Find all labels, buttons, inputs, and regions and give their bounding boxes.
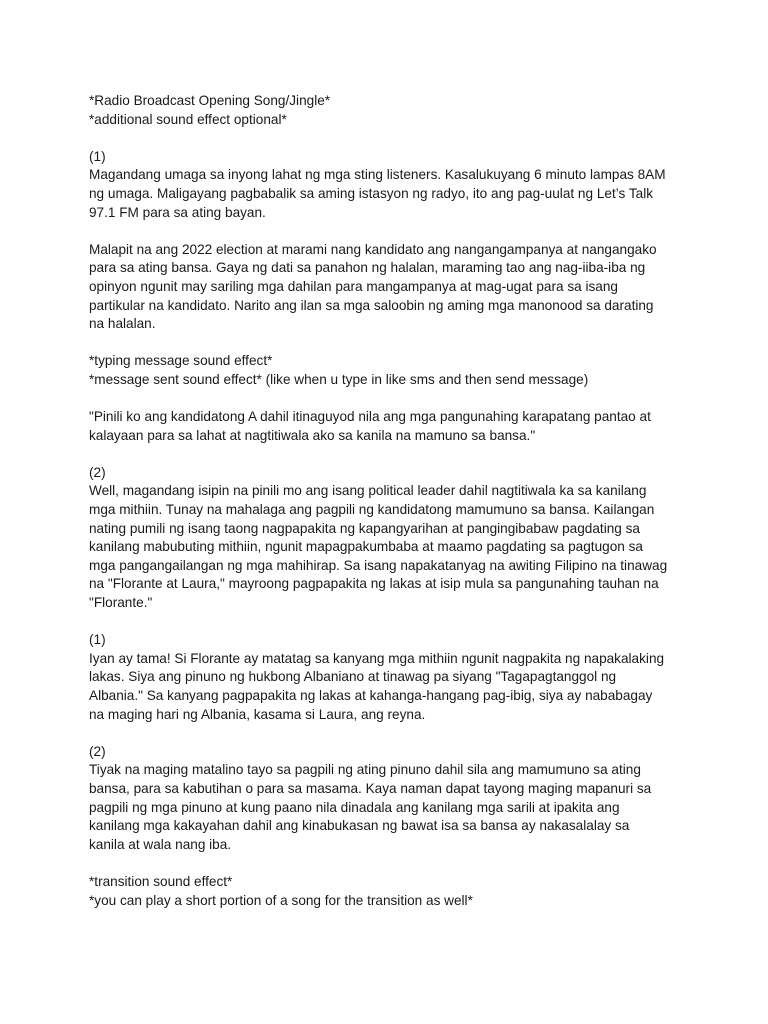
text-line: kanilang mga kakayahan dahil ang kinabukasan ng bawat isa sa bansa ay nakasalalay sa xyxy=(89,818,630,834)
sound-effect-note xyxy=(89,873,701,910)
text-line: kanila at wala nang iba. xyxy=(89,836,232,852)
paragraph xyxy=(89,241,701,334)
text-line: partikular na kandidato. Narito ang ilan sa mga saloobin ng aming mga manonood sa darating xyxy=(89,297,654,313)
text-line: lakas. Siya ang pinuno ng hukbong Albaniano at tinawag pa siyang "Tagapagtanggol ng xyxy=(89,669,617,685)
header-line: *Radio Broadcast Opening Song/Jingle* xyxy=(89,93,331,108)
paragraph xyxy=(89,464,701,613)
text-line: *typing message sound effect* xyxy=(89,353,273,369)
text-line: ng umaga. Maligayang pagbabalik sa aming istasyon ng radyo, ito ang pag-uulat ng Let’s Talk xyxy=(89,185,654,201)
text-line: na halalan. xyxy=(89,316,156,332)
text-line: bansa, para sa kabutihan o para sa masama. Kaya naman dapat tayong maging mapanuri sa xyxy=(89,780,652,796)
header-line: *additional sound effect optional* xyxy=(89,111,287,127)
text-line: "Pinili ko ang kandidatong A dahil itinaguyod nila ang mga pangunahing karapatang pantao at xyxy=(89,409,651,425)
text-line: mga mithiin. Tunay na mahalaga ang pagpili ng kandidatong mamumuno sa bansa. Kailangan xyxy=(89,502,655,518)
text-line: na maging hari ng Albania, kasama si Laura, ang reyna. xyxy=(89,706,426,722)
text-line: kanilang mabubuting mithiin, ngunit mapagpakumbaba at maamo pagdating sa pagtugon sa xyxy=(89,539,643,555)
speaker-marker: (1) xyxy=(89,632,106,648)
document-page xyxy=(89,92,701,929)
document-header xyxy=(89,92,701,129)
text-line: 97.1 FM para sa ating bayan. xyxy=(89,204,266,220)
quote-paragraph xyxy=(89,408,701,445)
text-line: *message sent sound effect* (like when u type in like sms and then send message) xyxy=(89,371,589,387)
text-line: "Florante." xyxy=(89,595,153,611)
text-line: Malapit na ang 2022 election at marami nang kandidato ang nangangampanya at nangangako xyxy=(89,241,657,257)
text-line: mga pangangailangan ng mga mahihirap. Sa isang napakatanyag na awiting Filipino na tinawag xyxy=(89,557,668,573)
speaker-marker: (2) xyxy=(89,743,106,759)
text-line: na "Florante at Laura," mayroong pagpapakita ng lakas at isip mula sa pangunahing tauhan na xyxy=(89,576,659,592)
text-line: Tiyak na maging matalino tayo sa pagpili ng ating pinuno dahil sila ang mamumuno sa ating xyxy=(89,762,641,778)
speaker-marker: (1) xyxy=(89,148,106,164)
paragraph xyxy=(89,743,701,855)
text-line: opinyon ngunit may sariling mga dahilan para mangampanya at mag-ugat para sa isang xyxy=(89,278,618,294)
text-line: kalayaan para sa lahat at nagtitiwala ako sa kanila na mamuno sa bansa." xyxy=(89,427,536,443)
text-line: nating pumili ng isang taong nagpapakita ng kapangyarihan at pangingibabaw pagdating sa xyxy=(89,520,640,536)
text-line: Albania." Sa kanyang pagpapakita ng lakas at kahanga-hangang pag-ibig, siya ay nababagay xyxy=(89,688,653,703)
sound-effect-note xyxy=(89,352,701,389)
text-line: para sa ating bansa. Gaya ng dati sa panahon ng halalan, maraming tao ang nag-iiba-iba ng xyxy=(89,260,646,276)
text-line: Well, magandang isipin na pinili mo ang isang political leader dahil nagtitiwala ka sa kanilang xyxy=(89,483,647,499)
text-line: *transition sound effect* xyxy=(89,873,233,889)
text-line: Magandang umaga sa inyong lahat ng mga sting listeners. Kasalukuyang 6 minuto lampas 8AM xyxy=(89,167,666,183)
text-line: pagpili ng mga pinuno at kung paano nila dinadala ang kanilang mga sarili at ipakita ang xyxy=(89,799,620,815)
paragraph xyxy=(89,631,701,724)
text-line: *you can play a short portion of a song for the transition as well* xyxy=(89,892,473,908)
speaker-marker: (2) xyxy=(89,464,106,480)
text-line: Iyan ay tama! Si Florante ay matatag sa kanyang mga mithiin ngunit nagpakita ng napakalaking xyxy=(89,650,665,666)
paragraph xyxy=(89,148,701,222)
